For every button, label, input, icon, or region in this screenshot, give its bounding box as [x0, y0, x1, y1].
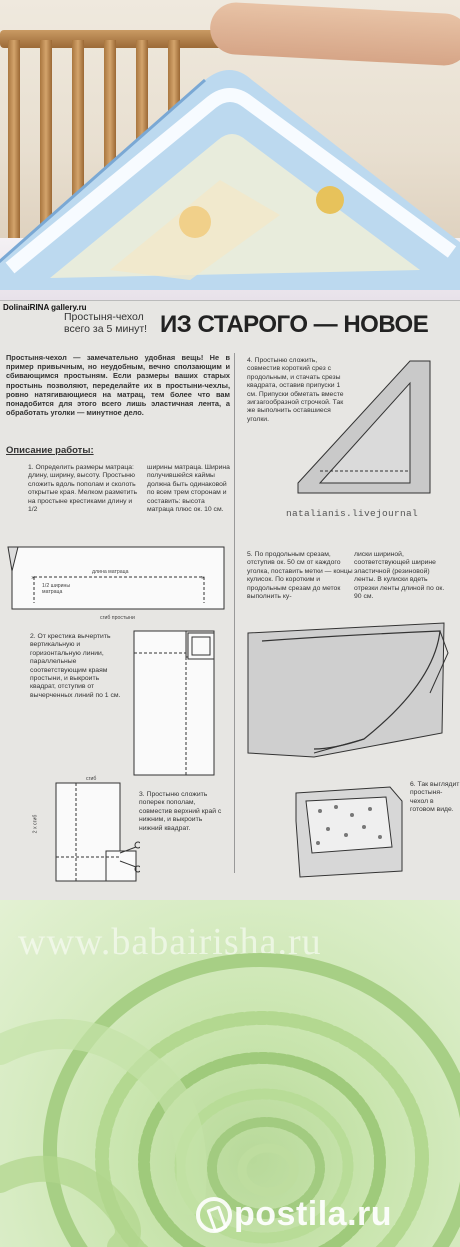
svg-text:×: × [31, 574, 35, 582]
mattress-with-fitted-sheet [0, 40, 460, 290]
site-watermark: www.babairisha.ru [18, 921, 322, 963]
diagram-fold-sheet [40, 777, 140, 887]
subtitle [64, 311, 147, 335]
step-2-text: 2. От крестика вычертить вертикальную и горизонтальную линии, параллельные соответствующим краям простыни, и выкроить квадрат, отступив от вычерченных линий по 1 см. [30, 633, 121, 699]
diagram-square-piece [186, 631, 216, 661]
intro-text: Простыня-чехол — замечательно удобная вещь! Не в пример привычным, но неудобным, вечно сползающим и сбивающимся простыням. Если размеры ваших старых простынь позволяют, переделайте их в простыни-чехлы, ровно натягивающиеся на матрац, тем более что вам понадобится для этого всего лишь эластичная лента, а обработать уголки — минутное дело. [6, 353, 230, 418]
label-mattress-length: длина матраца [92, 569, 129, 575]
step-6-text: 6. Так выглядит простыня-чехол в готовом виде. [410, 781, 460, 814]
step-4-text: 4. Простыню сложить, совместив короткий срез с продольным, и стачать срезы квадрата, оставив припуски 1 см. Припуски обметать вместе зигзагообразной строчкой. Так же выполнить оставшиеся уголки. [247, 357, 344, 423]
svg-text:×: × [201, 574, 205, 582]
label-sheet-fold: сгиб простыни [100, 615, 135, 621]
label-half-width: 1/2 ширины матраца [42, 583, 71, 595]
column-divider [234, 353, 235, 873]
gallery-credit: DolinaiRINA gallery.ru [3, 303, 87, 312]
section-heading: Описание работы: [6, 445, 94, 456]
subtitle-line: всего за 5 минут! [64, 323, 148, 335]
step-1-continued: ширины матраца. Ширина получившейся каймы должна быть одинаковой по всем трем сторонам и составить: высота матраца плюс ок. 10 см. [147, 464, 230, 514]
diagram-sheet-markup [4, 541, 232, 621]
diagram-casing-elastic [244, 613, 456, 763]
page-title: ИЗ СТАРОГО — НОВОЕ [160, 311, 429, 338]
step-3-text: 3. Простыню сложить поперек пополам, совместив верхний край с нижним, и выкроить нижний квадрат. [139, 791, 222, 832]
step-1-text: 1. Определить размеры матраца: длину, ширину, высоту. Простыню сложить вдоль пополам и сколоть открытые края. Мелком разметить на простыне крестиками длину и 1/2 [28, 464, 138, 514]
diagram-finished-sheet [290, 781, 408, 881]
subtitle-line: Простыня-чехол [64, 311, 144, 323]
label-fold: сгиб [86, 776, 97, 782]
watermark-text: natalianis.livejournal [286, 508, 419, 519]
photo-crib-mattress [0, 0, 460, 300]
step-5-continued: лиски шириной, соответствующей ширине эластичной (резиновой) ленты. В кулиски вдеть отрезки ленты длиной по ок. 90 см. [354, 551, 445, 601]
postila-logo-icon [196, 1197, 232, 1233]
step-5-text: 5. По продольным срезам, отступив ок. 50 см от каждого уголка, поставить метки — концы кулисок. По коротким и продольным срезам до меток выполнить ку- [247, 551, 353, 601]
magazine-instruction-page [0, 300, 460, 900]
brand-watermark: postila.ru [234, 1195, 393, 1233]
diagram-corner-seam [290, 353, 440, 503]
label-double-fold: 2 х сгиб [32, 814, 39, 834]
